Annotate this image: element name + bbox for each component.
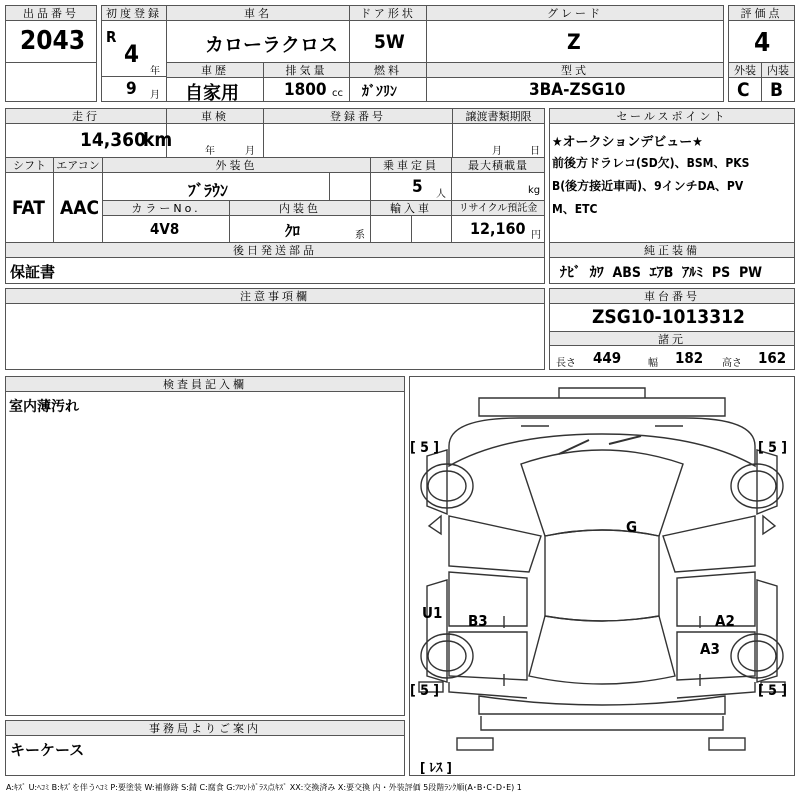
mark-b3: B3	[468, 612, 488, 630]
fuel-label: 燃料	[350, 63, 426, 78]
history-label: 車歴	[167, 63, 263, 78]
transfer-day-unit: 日	[530, 146, 540, 157]
equipment-cell	[549, 242, 795, 284]
insp-month-unit: 月	[245, 146, 255, 157]
grade-label: グレード	[427, 6, 723, 21]
displacement-label: 排気量	[264, 63, 349, 78]
later-parts-label: 後日発送部品	[6, 243, 544, 258]
model-label: 型式	[427, 63, 723, 78]
equipment-label: 純正装備	[550, 243, 794, 258]
score-cell	[728, 5, 795, 63]
sales-point-label: セールスポイント	[550, 109, 794, 124]
int-color-label: 内装色	[230, 201, 370, 216]
inspector-note: 室内薄汚れ	[9, 399, 79, 415]
fuel: ｶﾞｿﾘﾝ	[362, 84, 397, 100]
load-label: 最大積載量	[452, 158, 544, 173]
first-registration-label: 初度登録	[102, 6, 166, 21]
sales-line-2: 前後方ドラレコ(SD欠)、BSM、PKS	[552, 156, 750, 170]
displacement-cell	[263, 62, 350, 102]
sales-point-cell	[549, 108, 795, 243]
mark-g: G	[626, 518, 638, 536]
import-label: 輸入車	[371, 201, 451, 216]
color-no: 4V8	[150, 220, 180, 238]
width: 182	[675, 349, 704, 367]
lot-number-label: 出品番号	[6, 6, 96, 21]
ac: AAC	[60, 197, 100, 219]
grade-cell	[426, 5, 724, 63]
transfer-label: 譲渡書類期限	[453, 109, 544, 124]
lot-blank-cell	[5, 62, 97, 102]
width-label: 幅	[648, 358, 658, 369]
year-unit: 年	[150, 66, 160, 77]
mileage-label: 走行	[6, 109, 166, 124]
car-name: カローラクロス	[205, 34, 339, 56]
lot-number: 2043	[20, 26, 86, 56]
first-reg-month-cell	[101, 76, 167, 102]
height: 162	[758, 349, 787, 367]
int-grade-label: 内装	[762, 63, 794, 78]
spare-tire: [ ﾚｽ ]	[420, 761, 452, 776]
length: 449	[593, 349, 622, 367]
ext-grade: C	[737, 79, 750, 101]
mark-u1: U1	[422, 604, 443, 622]
tire-rr: [ 5 ]	[758, 683, 788, 699]
color-label: 外装色	[103, 158, 370, 173]
month-unit: 月	[150, 90, 160, 101]
history: 自家用	[185, 83, 239, 104]
mileage-unit: km	[143, 129, 173, 151]
capacity-unit: 人	[436, 189, 446, 200]
tire-rl: [ 5 ]	[410, 683, 440, 699]
reg-year: 4	[124, 40, 140, 68]
door-cell	[349, 5, 427, 63]
equip-pw: PW	[738, 265, 763, 281]
transfer-month-unit: 月	[492, 146, 502, 157]
sales-line-3: B(後方接近車両)、9インチDA、PV	[552, 179, 744, 193]
office-label: 事務局よりご案内	[6, 721, 404, 736]
sales-line-1: ★オークションデビュー★	[552, 135, 703, 150]
lot-number-cell	[5, 5, 97, 63]
chassis-number: ZSG10-1013312	[592, 306, 745, 328]
displacement: 1800	[284, 80, 327, 100]
office-cell	[5, 720, 405, 776]
era: R	[106, 28, 117, 46]
score: 4	[754, 28, 771, 58]
mileage: 14,360	[80, 129, 146, 151]
int-color: ｸﾛ	[285, 222, 301, 240]
inspector-label: 検査員記入欄	[6, 377, 404, 392]
model: 3BA-ZSG10	[529, 80, 626, 100]
door-label: ドア形状	[350, 6, 426, 21]
capacity-label: 乗車定員	[371, 158, 451, 173]
displacement-unit: cc	[332, 88, 343, 99]
height-label: 高さ	[722, 358, 742, 369]
equip-ps: PS	[711, 265, 731, 281]
history-cell	[166, 62, 264, 102]
legend: A:ｷｽﾞ U:ﾍｺﾐ B:ｷｽﾞを伴うﾍｺﾐ P:要塗装 W:補修跡 S:錆 C:腐食 G:ﾌﾛﾝﾄｶﾞﾗｽ点ｷｽﾞ XX:交換済み X:要交換 内・外装評価 5段階ﾗﾝｸ順(A･B･C･D･E) 1	[6, 783, 522, 792]
car-outline-diagram	[409, 376, 795, 776]
mark-a2: A2	[715, 612, 735, 630]
int-grade: B	[770, 79, 784, 101]
capacity: 5	[412, 177, 423, 197]
tire-fr: [ 5 ]	[758, 440, 788, 456]
tire-fl: [ 5 ]	[410, 440, 440, 456]
equip-abs: ABS	[612, 265, 641, 281]
ac-label: エアコン	[54, 158, 102, 173]
door-type: 5W	[374, 31, 405, 53]
chassis-label: 車台番号	[550, 289, 794, 304]
recycle-deposit: 12,160	[470, 219, 526, 238]
recycle-label: リサイクル預託金	[452, 201, 544, 216]
shift: FAT	[12, 197, 45, 219]
inspection-label: 車検	[167, 109, 263, 124]
reg-no-label: 登録番号	[264, 109, 452, 124]
reg-month: 9	[126, 79, 137, 99]
score-label: 評価点	[729, 6, 794, 21]
model-cell	[426, 62, 724, 102]
grade: Z	[567, 30, 581, 54]
shift-label: シフト	[6, 158, 53, 173]
equip-navi: ﾅﾋﾞ	[560, 265, 581, 281]
equipment-list	[560, 262, 762, 282]
spec-label: 諸元	[550, 331, 794, 346]
inspector-cell	[5, 376, 405, 716]
car-name-label: 車名	[167, 6, 349, 21]
sales-line-4: M、ETC	[552, 202, 598, 216]
car-name-cell	[166, 5, 350, 63]
int-color-unit: 系	[355, 230, 365, 241]
load-unit: kg	[528, 185, 541, 196]
notes-cell	[5, 288, 545, 370]
color-no-label: カラーNo.	[103, 201, 229, 216]
recycle-unit: 円	[531, 230, 541, 241]
chassis-cell	[549, 288, 795, 370]
equip-airbag: ｴｱB	[649, 265, 674, 281]
ext-grade-cell	[728, 62, 762, 102]
length-label: 長さ	[556, 358, 576, 369]
office-note: キーケース	[10, 741, 85, 759]
fuel-cell	[349, 62, 427, 102]
ext-grade-label: 外装	[729, 63, 761, 78]
first-registration-cell	[101, 5, 167, 77]
equip-alloy: ｱﾙﾐ	[682, 265, 704, 281]
equip-leather: ｶﾜ	[589, 265, 604, 281]
notes-label: 注意事項欄	[6, 289, 544, 304]
int-grade-cell	[761, 62, 795, 102]
ext-color: ﾌﾞﾗｳﾝ	[188, 181, 229, 200]
mark-a3: A3	[700, 640, 720, 658]
insp-year-unit: 年	[205, 146, 215, 157]
later-parts: 保証書	[10, 263, 56, 281]
